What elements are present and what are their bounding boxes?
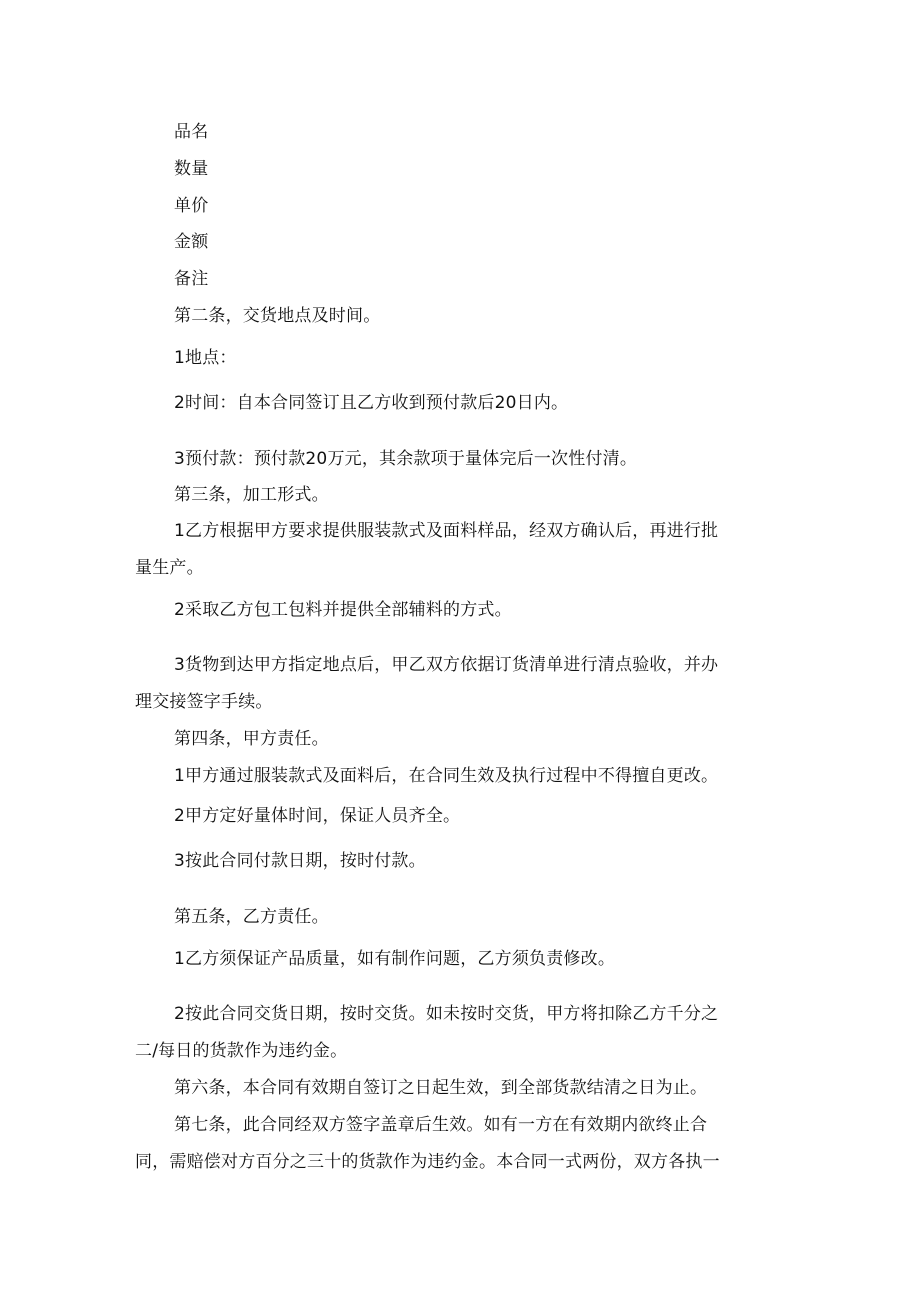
label-product-name: 品名	[174, 122, 209, 142]
article3-item1-line2: 量生产。	[135, 558, 204, 578]
article2-item2: 2时间：自本合同签订且乙方收到预付款后20日内。	[174, 393, 569, 413]
article2-item1: 1地点：	[174, 348, 237, 368]
article5-title: 第五条，乙方责任。	[174, 907, 329, 927]
label-amount: 金额	[174, 232, 209, 252]
label-remarks: 备注	[174, 269, 209, 289]
article6-text: 第六条，本合同有效期自签订之日起生效，到全部货款结清之日为止。	[174, 1078, 708, 1098]
label-unit-price: 单价	[174, 196, 209, 216]
article5-item2-line1: 2按此合同交货日期，按时交货。如未按时交货，甲方将扣除乙方千分之	[174, 1004, 719, 1024]
article4-item3: 3按此合同付款日期，按时付款。	[174, 851, 426, 871]
article4-title: 第四条，甲方责任。	[174, 729, 329, 749]
article5-item2-line2: 二/每日的货款作为违约金。	[135, 1041, 348, 1061]
article3-title: 第三条，加工形式。	[174, 485, 329, 505]
article2-title: 第二条，交货地点及时间。	[174, 306, 381, 326]
article4-item2: 2甲方定好量体时间，保证人员齐全。	[174, 806, 461, 826]
article7-line2: 同，需赔偿对方百分之三十的货款作为违约金。本合同一式两份，双方各执一	[135, 1152, 720, 1172]
article4-item1: 1甲方通过服装款式及面料后，在合同生效及执行过程中不得擅自更改。	[174, 766, 719, 786]
label-quantity: 数量	[174, 159, 209, 179]
article3-item3-line1: 3货物到达甲方指定地点后，甲乙双方依据订货清单进行清点验收，并办	[174, 655, 719, 675]
article5-item1: 1乙方须保证产品质量，如有制作问题，乙方须负责修改。	[174, 949, 616, 969]
article7-line1: 第七条，此合同经双方签字盖章后生效。如有一方在有效期内欲终止合	[174, 1115, 708, 1135]
article2-item3: 3预付款：预付款20万元，其余款项于量体完后一次性付清。	[174, 449, 638, 469]
article3-item3-line2: 理交接签字手续。	[135, 692, 273, 712]
article3-item1-line1: 1乙方根据甲方要求提供服装款式及面料样品，经双方确认后，再进行批	[174, 521, 719, 541]
article3-item2: 2采取乙方包工包料并提供全部辅料的方式。	[174, 600, 512, 620]
